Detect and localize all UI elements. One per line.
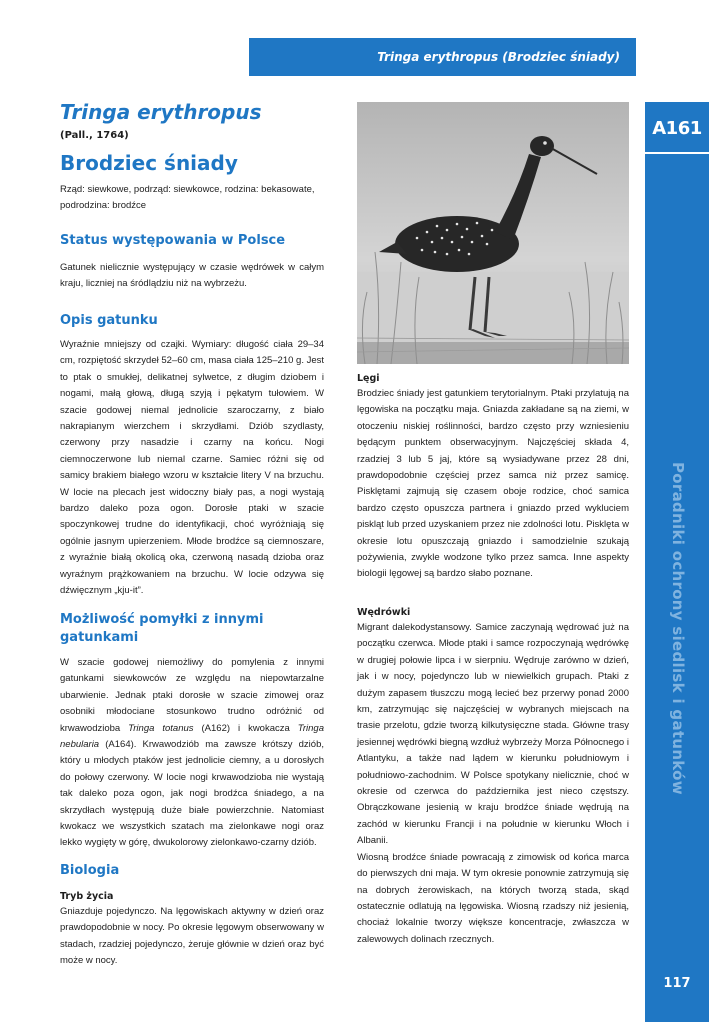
migration-text-2: Wiosną brodźce śniade powracają z zimowisk od końca marca do pierwszych dni maja. W tym okresie ponownie zatrzymują się na dobrych żerowiskach, na których tworzą stada, skąd ostatecznie odlatują na lęgowiska. Wiosną rzadszy niż jesienią, chociaż lokalnie tworzy większe koncentracje, zwłaszcza w zalewowych dolinach rzecznych.	[357, 851, 629, 945]
migration-heading: Wędrówki	[357, 607, 411, 618]
breeding-text: Brodziec śniady jest gatunkiem terytorialnym. Ptaki przylatują na lęgowiska na początku maja. Gniazda zakładane są na ziemi, w otoczeniu niskiej roślinności, bardzo często przy wzniesieniu będącym punktem obserwacyjnym. Najczęściej składa 4, rzadziej 3 lub 5 jaj, które są wysiadywane przez 28 dni, prawdopodobnie częściej przez samca niż przez samicę. Pisklętami zajmują się czasem oboje rodzice, choć samica bardzo często opuszcza partnera i gniazdo przed wykluciem piskląt lub przed uzyskaniem przez nie zdolności lotu. Pisklęta w okresie lotu opuszczają gniazdo i samodzielnie szukają pożywienia, zwykle wodzone tylko przez samca. Inne aspekty biologii lęgowej są bardzo słabo poznane.	[357, 388, 629, 580]
migration-section	[357, 606, 629, 948]
lifestyle-text: Gniazduje pojedynczo. Na lęgowiskach aktywny w dzień oraz prawdopodobnie w nocy. Po okresie lęgowym obserwowany w stadach, rzadziej pojedynczo, żeruje głównie w dzień oraz być może w nocy.	[60, 906, 324, 967]
confusion-text-b: (A162) i kwokacza	[193, 722, 298, 734]
species-author: (Pall., 1764)	[60, 130, 129, 141]
confusion-heading	[60, 611, 264, 647]
series-title-vertical: Poradniki ochrony siedlisk i gatunków	[669, 462, 687, 795]
confusion-heading-line-2: gatunkami	[60, 630, 139, 645]
taxonomy-line-2: podrodzina: brodźce	[60, 200, 147, 211]
biology-heading: Biologia	[60, 863, 120, 878]
common-name: Brodziec śniady	[60, 151, 238, 175]
lifestyle-section	[60, 890, 324, 970]
taxonomy	[60, 182, 328, 214]
migration-text-1: Migrant dalekodystansowy. Samice zaczynają wędrować już na początku czerwca. Młode ptaki i samce rozpoczynają wędrówkę w drugiej połowie lipca i w sierpniu. Wędruje zarówno w dzień, jak i w nocy, pojedynczo lub w niewielkich grupach. Ptaki z dużym zapasem tłuszczu mogą lecieć bez przerwy ponad 2000 km, zatrzymując się najczęściej w wybranych miejscach na trasie przelotu, gdzie tworzą kilkutysięczne stada. Główne trasy jesiennej wędrówki biegną wzdłuż wybrzeży Morza Północnego i Atlantyku, a także nad lądem w kierunku południowym i południowo-zachodnim. W Polsce spotykany nielicznie, choć w okresie od czerwca do października jest nieco częstszy. Obrączkowane jesienią w kraju brodźce śniade wędrują na zachód w kierunku Francji i na południe w kierunku Włoch i Albanii.	[357, 622, 629, 847]
confusion-section	[60, 655, 324, 852]
natura-code: A161	[652, 118, 702, 139]
status-text: Gatunek nielicznie występujący w czasie wędrówek w całym kraju, liczniej na śródlądziu niż na wybrzeżu.	[60, 262, 324, 290]
confusion-text-a: W szacie godowej niemożliwy do pomylenia z innymi gatunkami siewkowców ze względu na niepowtarzalne ubarwienie. Jednak ptaki dorosłe w szacie zimowej oraz osobniki młodociane stosunkowo trudno odróżnić od krwawodzioba	[60, 657, 324, 734]
description-text: Wyraźnie mniejszy od czajki. Wymiary: długość ciała 29–34 cm, rozpiętość skrzydeł 52–60 cm, masa ciała 125–210 g. Jest to ptak o smukłej, delikatnej sylwetce, z długim dziobem i nogami, małą głową, długą szyją i pękatym tułowiem. W szacie godowej niemal jednolicie szaroczarny, z biało nakrapianym wierzchem i skrzydłami. Dziób szydlasty, czerwony przy nasadzie i czarny na końcu. Nogi ciemnoczerwone lub niemal czarne. Samiec różni się od samicy brakiem białego wzoru w kształcie litery V na brzuchu. W locie na plecach jest widoczny biały pas, a nogi wystają bardzo daleko poza ogon. Dorosłe ptaki w szacie spoczynkowej trudne do identyfikacji, choć wyróżniają się ogólnie jasnym upierzeniem. Młode brodźce są ciemnoszare, z wyraźnie białą okolicą oka, czerwoną nasadą dzioba oraz wyraźnym prążkowaniem na brzuchu. W locie odzywa się dźwięcznym „kju-it”.	[60, 339, 325, 597]
species-ref-totanus: Tringa totanus	[128, 722, 194, 734]
confusion-text-c: (A164). Krwawodziób ma zawsze krótszy dziób, który u młodych ptaków jest jednolicie ciemny, a u dorosłych do połowy czerwony. W locie nogi krwawodzioba nie wystają tak daleko poza ogon, jak nogi brodźca śniadego, a na skrzydłach występują duże białe powierzchnie. Natomiast kwokacz we wszystkich szatach ma zielonkawe nogi oraz lekko wygięty w górę, dwukolorowy zielonkawo-czarny dziób.	[60, 739, 324, 849]
confusion-text	[60, 655, 324, 852]
breeding-heading: Lęgi	[357, 373, 380, 384]
bird-photo	[357, 102, 629, 364]
lifestyle-heading: Tryb życia	[60, 891, 114, 902]
description-section	[60, 337, 324, 600]
description-heading: Opis gatunku	[60, 313, 158, 328]
page-number: 117	[645, 962, 709, 1004]
taxonomy-line-1: Rząd: siewkowe, podrząd: siewkowce, rodzina: bekasowate,	[60, 184, 315, 195]
header-bar	[249, 38, 636, 76]
status-section	[60, 260, 324, 293]
latin-name: Tringa erythropus	[60, 100, 262, 124]
status-heading: Status występowania w Polsce	[60, 233, 286, 248]
breeding-section	[357, 372, 629, 583]
running-title: Tringa erythropus (Brodziec śniady)	[377, 50, 620, 64]
confusion-heading-line-1: Możliwość pomyłki z innymi	[60, 612, 264, 627]
side-divider	[645, 152, 709, 154]
species-ref-nebularia: Tringa nebularia	[60, 722, 324, 751]
spotted-redshank-illustration	[357, 102, 629, 364]
